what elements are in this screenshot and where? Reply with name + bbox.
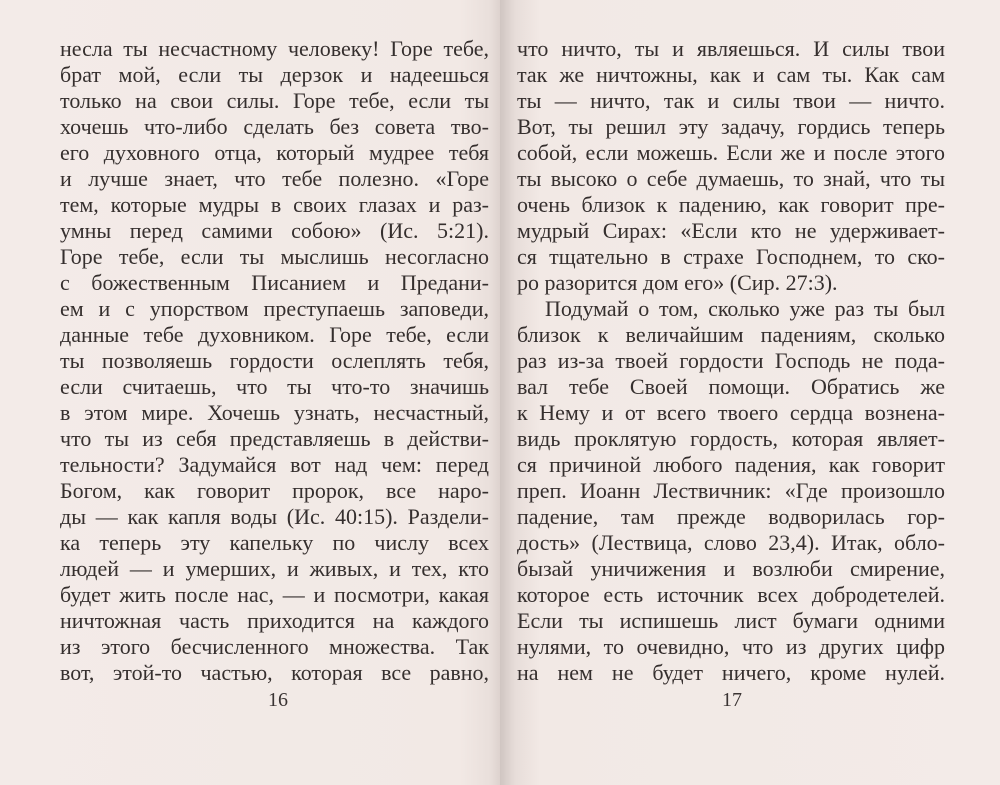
text-line: близок к величайшим падениям, сколько [517, 322, 945, 347]
text-line: Вот, ты решил эту задачу, гордись теперь [517, 114, 945, 139]
text-line: Подумай о том, сколько уже раз ты был [545, 296, 945, 321]
text-line: падение, там прежде водворилась гор- [517, 504, 945, 529]
text-line: ты высоко о себе думаешь, то знай, что ты [517, 166, 945, 191]
text-line: к Нему и от всего твоего сердца вознена- [517, 400, 945, 425]
text-line: хочешь что-либо сделать без совета тво- [60, 114, 489, 139]
text-line: и лучше знает, что тебе полезно. «Горе [60, 166, 489, 191]
text-line: только на свои силы. Горе тебе, если ты [60, 88, 489, 113]
text-line: вот, этой-то частью, которая все равно, [60, 660, 489, 685]
text-line: брат мой, если ты дерзок и надеешься [60, 62, 489, 87]
text-line: раз из-за твоей гордости Господь не пода- [517, 348, 945, 373]
text-line: с божественным Писанием и Предани- [60, 270, 489, 295]
page-number-right: 17 [722, 689, 742, 711]
text-line: в этом мире. Хочешь узнать, несчастный, [60, 400, 489, 425]
text-line: ем и с упорством преступаешь заповеди, [60, 296, 489, 321]
right-page [500, 0, 1000, 785]
text-line: что ты из себя представляешь в действи- [60, 426, 489, 451]
text-line: вал тебе Своей помощи. Обратись же [517, 374, 945, 399]
page-number-left: 16 [268, 689, 288, 711]
text-line: умны перед самими собою» (Ис. 5:21). [60, 218, 489, 243]
text-line: если считаешь, что ты что-то значишь [60, 374, 489, 399]
text-line: ся тщательно в страхе Господнем, то ско- [517, 244, 945, 269]
left-page-text [60, 36, 489, 686]
text-line: ничтожная часть приходится на каждого [60, 608, 489, 633]
text-line: Если ты испишешь лист бумаги одними [517, 608, 945, 633]
text-line: Горе тебе, если ты мыслишь несогласно [60, 244, 489, 269]
text-line: ся причиной любого падения, как говорит [517, 452, 945, 477]
text-line: бызай уничижения и возлюби смирение, [517, 556, 945, 581]
text-line: что ничто, ты и являешься. И силы твои [517, 36, 945, 61]
text-line: преп. Иоанн Лествичник: «Где произошло [517, 478, 945, 503]
text-line: ты позволяешь гордости ослеплять тебя, [60, 348, 489, 373]
text-line: из этого бесчисленного множества. Так [60, 634, 489, 659]
text-line: на нем не будет ничего, кроме нулей. [517, 660, 945, 685]
text-line: очень близок к падению, как говорит пре- [517, 192, 945, 217]
text-line: людей — и умерших, и живых, и тех, кто [60, 556, 489, 581]
text-line: несла ты несчастному человеку! Горе тебе, [60, 36, 489, 61]
text-line: собой, если можешь. Если же и после этого [517, 140, 945, 165]
text-line: так же ничтожны, как и сам ты. Как сам [517, 62, 945, 87]
text-line: видь проклятую гордость, которая являет- [517, 426, 945, 451]
text-line: ды — как капля воды (Ис. 40:15). Раздели- [60, 504, 489, 529]
text-line: тем, которые мудры в своих глазах и раз- [60, 192, 489, 217]
text-line: ка теперь эту капельку по числу всех [60, 530, 489, 555]
right-page-text [517, 36, 945, 686]
text-line: будет жить после нас, — и посмотри, какая [60, 582, 489, 607]
text-line: Богом, как говорит пророк, все наро- [60, 478, 489, 503]
text-line: мудрый Сирах: «Если кто не удерживает- [517, 218, 945, 243]
text-line: нулями, то очевидно, что из других цифр [517, 634, 945, 659]
text-line: ты — ничто, так и силы твои — ничто. [517, 88, 945, 113]
text-line: дость» (Лествица, слово 23,4). Итак, обло- [517, 530, 945, 555]
text-line: которое есть источник всех добродетелей. [517, 582, 945, 607]
text-line: ро разорится дом его» (Сир. 27:3). [517, 270, 838, 295]
text-line: тельности? Задумайся вот над чем: перед [60, 452, 489, 477]
text-line: данные тебе духовником. Горе тебе, если [60, 322, 489, 347]
text-line: его духовного отца, который мудрее тебя [60, 140, 489, 165]
